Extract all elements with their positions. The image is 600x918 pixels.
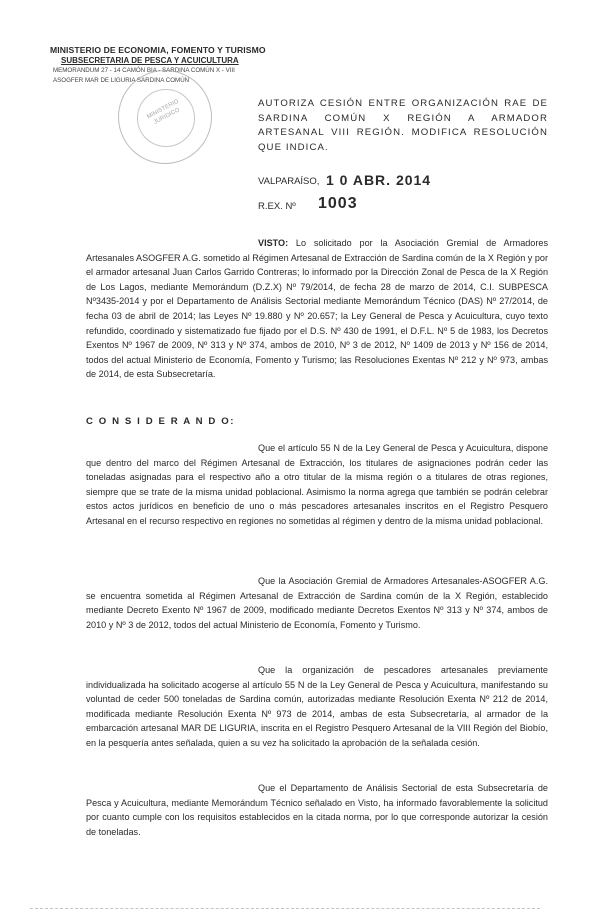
rex-label: R.EX. Nº xyxy=(258,201,296,212)
reference-line-2: ASOGFER MAR DE LIGURIA SARDINA COMÚN xyxy=(53,77,190,84)
rex-number: 1003 xyxy=(318,195,358,212)
resolution-title: AUTORIZA CESIÓN ENTRE ORGANIZACIÓN RAE DE SARDINA COMÚN X REGIÓN A ARMADOR ARTESANAL VIII REGIÓN. MODIFICA RESOLUCIÓN QUE INDICA. xyxy=(258,98,548,153)
considerando-paragraph: Que la organización de pescadores artesanales previamente individualizada ha solicitado acogerse al artículo 55 N de la Ley General de Pesca y Acuicultura, manifestando su voluntad de ceder 500 toneladas de Sardina común, autorizadas mediante Resolución Exenta Nº 212 de 2014, modificada mediante Resolución Exenta Nº 973 de 2014, ambas de esta Subsecretaría, al armador de la embarcación artesanal MAR DE LIGURIA, inscrita en el Registro Pesquero Artesanal de la VIII Región del Biobío, en la pesquería antes señalada, quien a su vez ha solicitado la aprobación de la señalada cesión. xyxy=(86,665,548,748)
page-bottom-rule xyxy=(30,908,540,909)
considerando-paragraph: Que el artículo 55 N de la Ley General de Pesca y Acuicultura, dispone que dentro del marco del Régimen Artesanal de Extracción, los titulares de asignaciones podrán ceder las toneladas asignadas para el respectivo año a otro titular de la misma región o a titulares de otras regiones, siempre que se trate de la misma unidad poblacional. Asimismo la norma agrega que también se podrán celebrar estos actos jurídicos en beneficio de uno o más pescadores artesanales inscritos en el Registro Pesquero Artesanal en el recurso respectivo en regiones no sometidas al régimen y dentro de la misma unidad poblacional. xyxy=(86,443,548,526)
place-label: VALPARAÍSO, xyxy=(258,176,320,187)
juridical-stamp xyxy=(118,70,212,164)
visto-paragraph xyxy=(86,236,548,382)
subsecretaria-heading: SUBSECRETARIA DE PESCA Y ACUICULTURA xyxy=(61,56,239,65)
date-stamp: 1 0 ABR. 2014 xyxy=(326,172,432,188)
considerando-paragraph: Que la Asociación Gremial de Armadores Artesanales-ASOGFER A.G. se encuentra sometida al Régimen Artesanal de Extracción de Sardina común de la X Región, establecido mediante Decreto Exento Nº 1967 de 2009, modificado mediante Decretos Exentos Nº 313 y Nº 374, ambos de 2010 y Nº 3 de 2012, todos del actual Ministerio de Economía, Fomento y Turismo. xyxy=(86,576,548,630)
ministry-heading: MINISTERIO DE ECONOMIA, FOMENTO Y TURISMO xyxy=(50,45,266,55)
considerando-heading: C O N S I D E R A N D O: xyxy=(86,416,236,427)
visto-label: VISTO: xyxy=(258,238,289,248)
visto-text: Lo solicitado por la Asociación Gremial de Armadores Artesanales ASOGFER A.G. sometido al Régimen Artesanal de Extracción de Sardina común de la X Región y por el armador artesanal Juan Carlos Garrido Contreras; lo informado por la Dirección Zonal de Pesca de la X Región de Los Lagos, mediante Memorándum (D.Z.X) Nº 79/2014, de fecha 28 de marzo de 2014, C.I. SUBPESCA Nº3435-2014 y por el Departamento de Análisis Sectorial mediante Memorándum Técnico (DAS) Nº 27/2014, de fecha 03 de abril de 2014; las Leyes Nº 19.880 y Nº 20.657; la Ley General de Pesca y Acuicultura, cuyo texto refundido, coordinado y sistematizado fue fijado por el D.S. Nº 430 de 1991, el D.F.L. Nº 5 de 1983, los Decretos Exentos Nº 1967 de 2009, Nº 313 y Nº 374, ambos de 2010, Nº 3 de 2012, Nº 1409 de 2013 y Nº 156 de 2014, todos del actual Ministerio de Economía, Fomento y Turismo; las Resoluciones Exentas Nº 212 y Nº 973, ambas de 2014, de esta Subsecretaría. xyxy=(86,238,548,380)
reference-line-1: MEMORANDUM 27 - 14 CAMÓN BIA - SARDINA COMÚN X - VIII xyxy=(53,67,235,74)
stamp-text: MINISTERIO JURIDICO xyxy=(146,98,181,126)
considerando-paragraph: Que el Departamento de Análisis Sectorial de esta Subsecretaría de Pesca y Acuicultura, mediante Memorándum Técnico señalado en Visto, ha informado favorablemente la solicitud por cuanto cumple con los requisitos establecidos en la citada norma, por lo que corresponde autorizar la cesión de toneladas. xyxy=(86,783,548,837)
